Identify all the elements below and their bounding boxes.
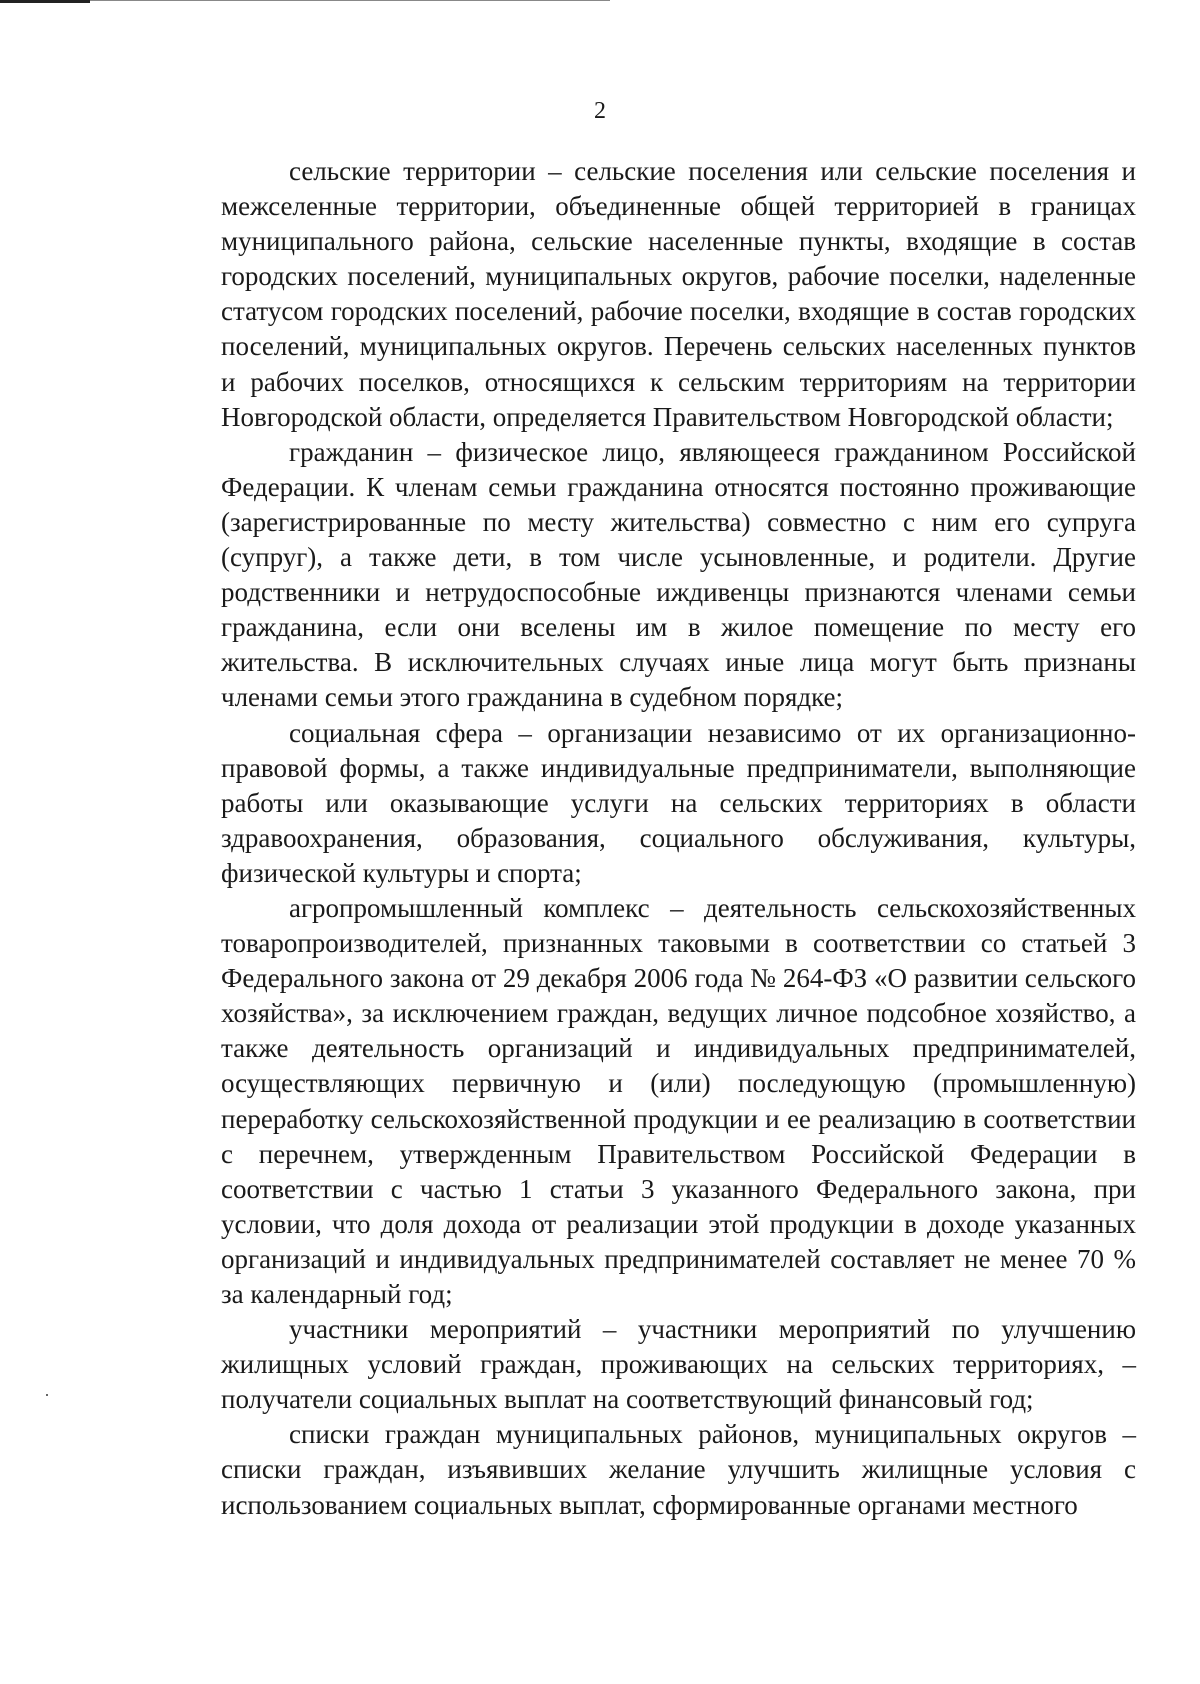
paragraph-social-sphere: социальная сфера – организации независимо от их организационно-правовой формы, а также индивидуальные предприниматели, выполняющие работы или оказывающие услуги на сельских территориях в области здравоохранения, образования, социального обслуживания, культуры, физической культуры и спорта;	[221, 717, 1136, 888]
scan-dust-mark	[46, 1394, 48, 1396]
paragraph-agro-complex: агропромышленный комплекс – деятельность сельскохозяйственных товаропроизводителей, признанных таковыми в соответствии со статьей 3 Федерального закона от 29 декабря 2006 года № 264-ФЗ «О развитии сельского хозяйства», за исключением граждан, ведущих личное подсобное хозяйство, а также деятельность организаций и индивидуальных предпринимателей, осуществляющих первичную и (или) последующую (промышленную) переработку сельскохозяйственной продукции и ее реализацию в соответствии с перечнем, утвержденным Правительством Российской Федерации в соответствии с частью 1 статьи 3 указанного Федерального закона, при условии, что доля дохода от реализации этой продукции в доходе указанных организаций и индивидуальных предпринимателей составляет не менее 70 % за календарный год;	[221, 892, 1136, 1309]
scan-edge-line	[90, 0, 610, 1]
paragraph-participants: участники мероприятий – участники мероприятий по улучшению жилищных условий граждан, проживающих на сельских территориях, – получатели социальных выплат на соответствующий финансовый год;	[221, 1314, 1136, 1415]
paragraph-rural-territories: сельские территории – сельские поселения или сельские поселения и межселенные территории, объединенные общей территорией в границах муниципального района, сельские населенные пункты, входящие в состав городских поселений, муниципальных округов, рабочие поселки, наделенные статусом городских поселений, рабочие поселки, входящие в состав городских поселений, муниципальных округов. Перечень сельских населенных пунктов и рабочих поселков, относящихся к сельским территориям на территории Новгородской области, определяется Правительством Новгородской области;	[221, 156, 1136, 432]
page-number: 2	[594, 98, 606, 124]
paragraph-citizen-lists: списки граждан муниципальных районов, муниципальных округов – списки граждан, изъявивших желание улучшить жилищные условия с использованием социальных выплат, сформированные органами местного	[221, 1419, 1136, 1520]
scan-edge-left	[0, 0, 90, 3]
paragraph-citizen: гражданин – физическое лицо, являющееся гражданином Российской Федерации. К членам семьи гражданина относятся постоянно проживающие (зарегистрированные по месту жительства) совместно с ним его супруга (супруг), а также дети, в том числе усыновленные, и родители. Другие родственники и нетрудоспособные иждивенцы признаются членами семьи гражданина, если они вселены им в жилое помещение по месту его жительства. В исключительных случаях иные лица могут быть признаны членами семьи этого гражданина в судебном порядке;	[221, 436, 1136, 713]
document-body	[221, 154, 1136, 1523]
